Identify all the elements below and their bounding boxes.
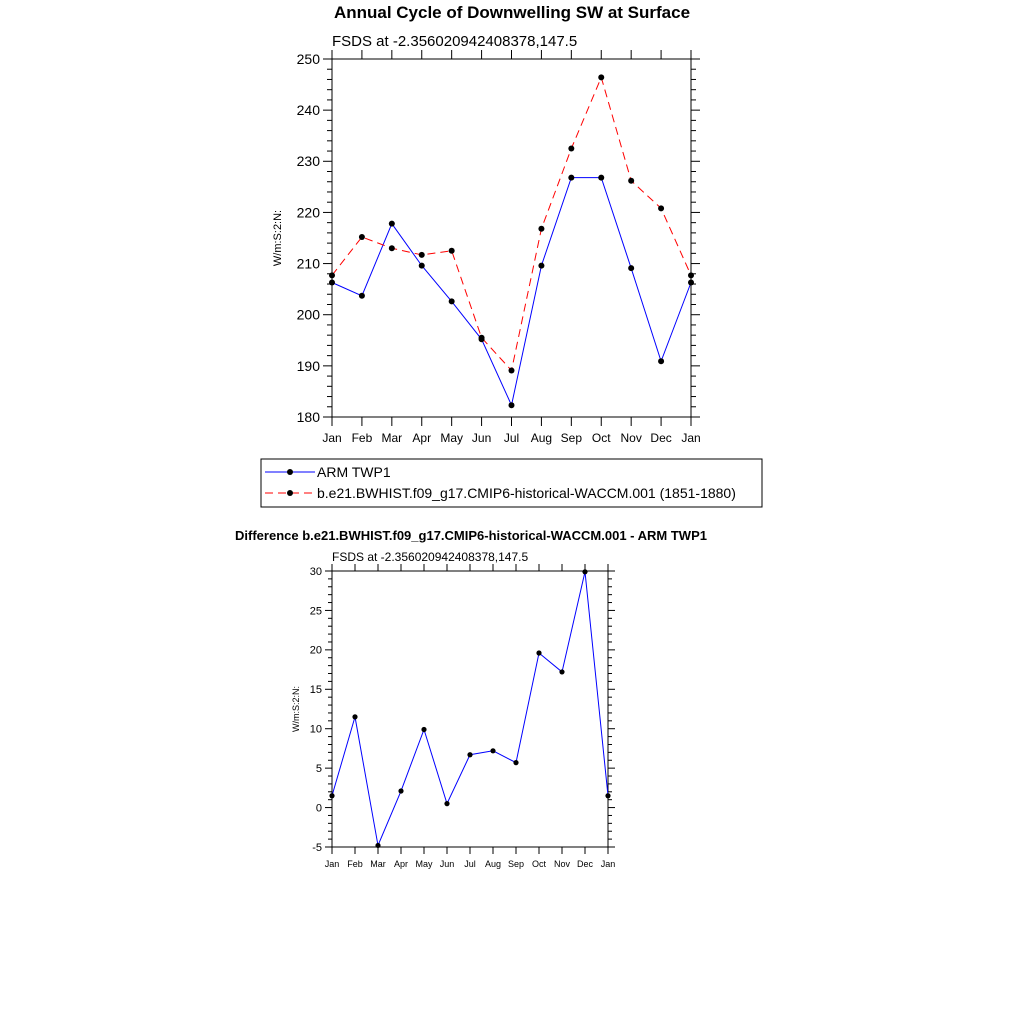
bottom-ytick-label: 5 bbox=[315, 762, 322, 775]
bottom-point-s1-3 bbox=[398, 788, 403, 793]
bottom-point-s1-12 bbox=[605, 793, 610, 798]
bottom-chart bbox=[235, 528, 707, 869]
top-point-s1-1 bbox=[359, 293, 365, 299]
top-xtick-label: Nov bbox=[620, 431, 642, 445]
top-point-s1-9 bbox=[598, 175, 604, 181]
top-point-s1-10 bbox=[628, 265, 634, 271]
top-point-s2-4 bbox=[449, 248, 455, 254]
bottom-series-line-1 bbox=[332, 572, 608, 846]
bottom-chart-ylabel: W/m:S:2:N: bbox=[291, 685, 301, 733]
top-point-s2-7 bbox=[538, 226, 544, 232]
top-point-s1-8 bbox=[568, 175, 574, 181]
top-point-s1-3 bbox=[419, 263, 425, 269]
top-point-s2-3 bbox=[419, 252, 425, 258]
top-ytick-label: 230 bbox=[296, 153, 320, 170]
top-ytick-label: 190 bbox=[296, 357, 320, 374]
legend-marker-series-2 bbox=[287, 490, 293, 496]
top-point-s2-10 bbox=[628, 178, 634, 184]
top-point-s1-11 bbox=[658, 358, 664, 364]
top-series-line-2 bbox=[332, 77, 691, 370]
top-ytick-label: 250 bbox=[296, 50, 320, 67]
top-xtick-label: May bbox=[440, 431, 464, 445]
top-ytick-label: 200 bbox=[296, 306, 320, 323]
bottom-xtick-label: Sep bbox=[507, 859, 525, 869]
top-xtick-label: Mar bbox=[381, 431, 403, 445]
bottom-xtick-label: May bbox=[415, 859, 433, 869]
bottom-xtick-label: Feb bbox=[347, 859, 363, 869]
bottom-chart-title: Difference b.e21.BWHIST.f09_g17.CMIP6-historical-WACCM.001 - ARM TWP1 bbox=[235, 528, 707, 543]
bottom-point-s1-4 bbox=[421, 727, 426, 732]
bottom-xtick-label: Nov bbox=[553, 859, 571, 869]
bottom-ytick-label: 15 bbox=[309, 684, 322, 697]
bottom-plot-frame bbox=[332, 571, 608, 847]
top-chart bbox=[261, 3, 762, 507]
bottom-point-s1-8 bbox=[513, 760, 518, 765]
legend-marker-series-1 bbox=[287, 469, 293, 475]
top-xtick-label: Jun bbox=[471, 431, 492, 445]
top-ytick-label: 180 bbox=[296, 408, 320, 425]
bottom-xtick-label: Aug bbox=[484, 859, 502, 869]
bottom-xtick-label: Apr bbox=[393, 859, 409, 869]
top-point-s2-9 bbox=[598, 74, 604, 80]
bottom-point-s1-1 bbox=[352, 714, 357, 719]
bottom-xtick-label: Mar bbox=[370, 859, 386, 869]
bottom-point-s1-10 bbox=[559, 669, 564, 674]
bottom-point-s1-9 bbox=[536, 650, 541, 655]
top-chart-subtitle: FSDS at -2.356020942408378,147.5 bbox=[332, 33, 578, 50]
top-point-s2-11 bbox=[658, 205, 664, 211]
top-chart-legend bbox=[261, 459, 762, 507]
bottom-ytick-label: -5 bbox=[312, 841, 322, 854]
top-xtick-label: Jan bbox=[681, 431, 701, 445]
bottom-xtick-label: Dec bbox=[576, 859, 594, 869]
bottom-point-s1-7 bbox=[490, 748, 495, 753]
top-chart-series bbox=[329, 74, 694, 408]
bottom-xtick-label: Jul bbox=[464, 859, 476, 869]
legend-label-series-1: ARM TWP1 bbox=[317, 464, 391, 480]
legend-label-series-2: b.e21.BWHIST.f09_g17.CMIP6-historical-WACCM.001 (1851-1880) bbox=[317, 485, 736, 501]
top-point-s2-1 bbox=[359, 234, 365, 240]
bottom-xtick-label: Jan bbox=[600, 859, 616, 869]
top-xtick-label: Dec bbox=[650, 431, 672, 445]
bottom-ytick-label: 20 bbox=[309, 644, 322, 657]
top-xtick-label: Oct bbox=[591, 431, 611, 445]
top-point-s2-6 bbox=[509, 367, 515, 373]
top-point-s2-5 bbox=[479, 335, 485, 341]
bottom-ytick-label: 30 bbox=[309, 565, 322, 578]
top-xtick-label: Aug bbox=[530, 431, 553, 445]
bottom-point-s1-6 bbox=[467, 752, 472, 757]
bottom-point-s1-2 bbox=[375, 843, 380, 848]
top-point-s2-0 bbox=[329, 272, 335, 278]
top-chart-axes bbox=[297, 50, 701, 445]
top-ytick-label: 240 bbox=[296, 102, 320, 119]
top-xtick-label: Apr bbox=[412, 431, 432, 445]
bottom-xtick-label: Jun bbox=[439, 859, 455, 869]
top-point-s1-12 bbox=[688, 279, 694, 285]
top-xtick-label: Jan bbox=[322, 431, 342, 445]
top-point-s2-2 bbox=[389, 245, 395, 251]
bottom-point-s1-0 bbox=[329, 793, 334, 798]
bottom-chart-subtitle: FSDS at -2.356020942408378,147.5 bbox=[332, 550, 529, 564]
bottom-xtick-label: Jan bbox=[324, 859, 340, 869]
bottom-point-s1-5 bbox=[444, 801, 449, 806]
bottom-point-s1-11 bbox=[582, 569, 587, 574]
top-point-s1-0 bbox=[329, 279, 335, 285]
bottom-chart-series bbox=[329, 569, 610, 848]
top-point-s1-4 bbox=[449, 298, 455, 304]
top-xtick-label: Sep bbox=[560, 431, 583, 445]
top-point-s2-12 bbox=[688, 272, 694, 278]
top-point-s1-6 bbox=[509, 402, 515, 408]
top-point-s1-7 bbox=[538, 263, 544, 269]
top-xtick-label: Feb bbox=[351, 431, 373, 445]
bottom-xtick-label: Oct bbox=[531, 859, 547, 869]
top-ytick-label: 210 bbox=[296, 255, 320, 272]
top-xtick-label: Jul bbox=[503, 431, 520, 445]
top-point-s1-2 bbox=[389, 221, 395, 227]
top-ytick-label: 220 bbox=[296, 204, 320, 221]
bottom-ytick-label: 10 bbox=[309, 723, 322, 736]
bottom-ytick-label: 25 bbox=[309, 605, 322, 618]
top-point-s2-8 bbox=[568, 146, 574, 152]
bottom-ytick-label: 0 bbox=[315, 802, 322, 815]
top-chart-title: Annual Cycle of Downwelling SW at Surface bbox=[333, 3, 691, 22]
top-chart-ylabel: W/m:S:2:N: bbox=[272, 209, 284, 267]
